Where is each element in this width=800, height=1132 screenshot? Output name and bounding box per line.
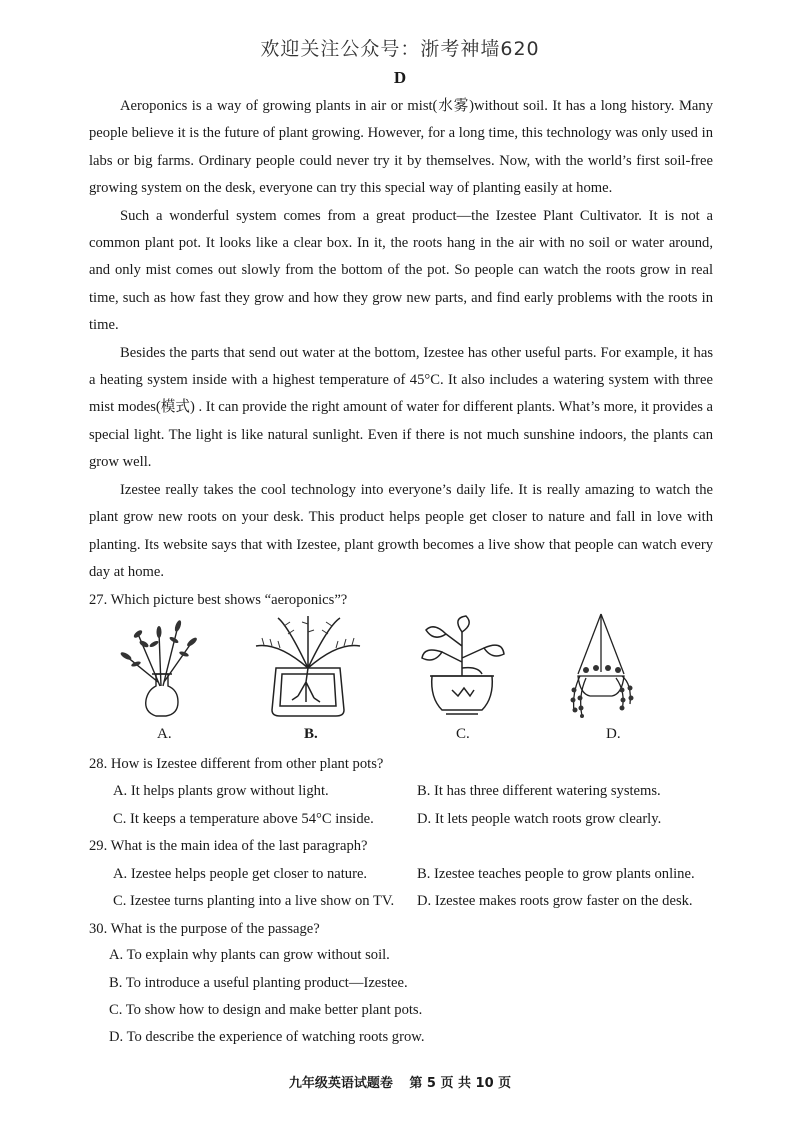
picture-label-c: C. xyxy=(456,726,470,742)
question-29-option-d[interactable]: D. Izestee makes roots grow faster on the desk. xyxy=(417,893,693,909)
question-28-option-a[interactable]: A. It helps plants grow without light. xyxy=(113,783,329,799)
question-30-option-c[interactable]: C. To show how to design and make better plant pots. xyxy=(109,1002,423,1018)
footer-page-number: 第 5 页 共 10 页 xyxy=(409,1076,512,1091)
question-28-stem: 28. How is Izestee different from other plant pots? xyxy=(89,756,384,772)
page-footer xyxy=(0,1072,800,1091)
question-30-stem: 30. What is the purpose of the passage? xyxy=(89,921,320,937)
picture-a-vase-plant-icon xyxy=(108,612,218,722)
picture-b-clear-pot-icon xyxy=(248,612,368,722)
question-28-option-b[interactable]: B. It has three different watering systems. xyxy=(417,783,661,799)
passage-paragraph-3: Besides the parts that send out water at the bottom, Izestee has other useful parts. For example, it has a heating system inside with a highest temperature of 45°C. It also includes a watering system with three mist modes(模式) . It can provide the right amount of water for different plants. What’s more, it provides a special light. The light is like natural sunlight. Even if there is not much sunshine indoors, the plants can grow well. xyxy=(89,344,713,471)
picture-c-potted-plant-icon xyxy=(412,612,512,722)
question-29-option-b[interactable]: B. Izestee teaches people to grow plants online. xyxy=(417,866,695,882)
question-28-option-c[interactable]: C. It keeps a temperature above 54°C inside. xyxy=(113,811,374,827)
picture-label-d: D. xyxy=(606,726,621,742)
passage-paragraph-4: Izestee really takes the cool technology into everyone’s daily life. It is really amazing to watch the plant grow new roots on your desk. This product helps people get closer to nature and fall in love with planting. Its website says that with Izestee, plant growth becomes a live show that people can watch every day at home. xyxy=(89,481,713,580)
picture-label-a: A. xyxy=(157,726,172,742)
footer-exam-title: 九年级英语试题卷 xyxy=(288,1076,393,1091)
question-28-option-d[interactable]: D. It lets people watch roots grow clearly. xyxy=(417,811,662,827)
section-letter: D xyxy=(393,68,407,87)
question-30-option-d[interactable]: D. To describe the experience of watching roots grow. xyxy=(109,1029,425,1045)
page-header-watermark: 欢迎关注公众号：浙考神墙620 xyxy=(260,38,540,60)
picture-d-hanging-plant-icon xyxy=(556,612,646,722)
passage-paragraph-1: Aeroponics is a way of growing plants in air or mist(水雾)without soil. It has a long history. Many people believe it is the future of plant growing. However, for a long time, this technology was only used in labs or big farms. Ordinary people could never try it by themselves. Now, with the world’s first soil-free growing system on the desk, everyone can try this special way of planting easily at home. xyxy=(89,98,713,197)
question-29-option-a[interactable]: A. Izestee helps people get closer to nature. xyxy=(113,866,368,882)
question-27-stem: 27. Which picture best shows “aeroponics”? xyxy=(89,592,348,608)
passage-paragraph-2: Such a wonderful system comes from a great product—the Izestee Plant Cultivator. It is not a common plant pot. It looks like a clear box. In it, the roots hang in the air with no soil or water around, and only mist comes out slowly from the bottom of the pot. So people can watch the roots grow in real time, such as how fast they grow and how they grow new parts, and find early problems with the roots in time. xyxy=(89,207,713,334)
question-29-option-c[interactable]: C. Izestee turns planting into a live show on TV. xyxy=(113,893,395,909)
question-30-option-b[interactable]: B. To introduce a useful planting product—Izestee. xyxy=(109,975,408,991)
reading-passage xyxy=(89,93,713,586)
question-30-option-a[interactable]: A. To explain why plants can grow without soil. xyxy=(109,947,390,963)
question-29-stem: 29. What is the main idea of the last paragraph? xyxy=(89,838,368,854)
picture-label-b: B. xyxy=(304,726,318,742)
